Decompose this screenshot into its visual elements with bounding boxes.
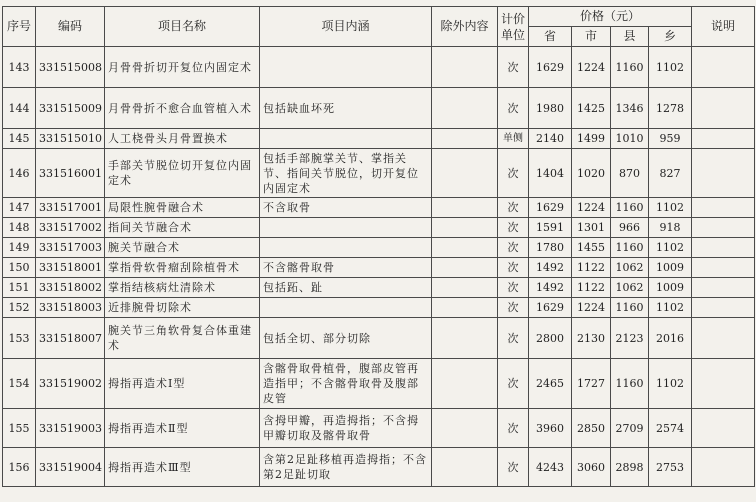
row-price-city: 1224 [572, 47, 611, 88]
row-price-county: 1346 [611, 88, 649, 129]
price-table [2, 6, 755, 487]
row-price-city: 1425 [572, 88, 611, 129]
row-unit: 次 [498, 359, 529, 409]
row-price-province: 2140 [529, 129, 572, 149]
row-seq: 143 [3, 47, 36, 88]
table-row [3, 218, 755, 238]
row-note [692, 198, 755, 218]
table-row [3, 298, 755, 318]
row-price-city: 1224 [572, 198, 611, 218]
row-seq: 147 [3, 198, 36, 218]
row-price-township: 1102 [649, 359, 692, 409]
row-name: 人工桡骨头月骨置换术 [105, 129, 260, 149]
row-price-county: 2709 [611, 409, 649, 448]
row-note [692, 88, 755, 129]
row-price-township: 1102 [649, 298, 692, 318]
row-unit: 次 [498, 409, 529, 448]
row-price-county: 966 [611, 218, 649, 238]
row-name: 拇指再造术Ⅰ型 [105, 359, 260, 409]
row-content: 含第2足趾移植再造拇指；不含第2足趾切取 [260, 448, 432, 487]
header-name: 项目名称 [105, 7, 260, 47]
row-content [260, 218, 432, 238]
row-content: 含拇甲瓣，再造拇指；不含拇甲瓣切取及髂骨取骨 [260, 409, 432, 448]
row-price-province: 3960 [529, 409, 572, 448]
row-exclude [432, 149, 498, 198]
row-exclude [432, 238, 498, 258]
row-content [260, 298, 432, 318]
header-seq: 序号 [3, 7, 36, 47]
row-price-province: 2800 [529, 318, 572, 359]
table-row [3, 258, 755, 278]
table-row [3, 278, 755, 298]
row-price-province: 1980 [529, 88, 572, 129]
row-price-township: 2753 [649, 448, 692, 487]
row-seq: 153 [3, 318, 36, 359]
row-code: 331519002 [36, 359, 105, 409]
table-row [3, 318, 755, 359]
row-content [260, 47, 432, 88]
row-note [692, 409, 755, 448]
header-code: 编码 [36, 7, 105, 47]
row-code: 331518002 [36, 278, 105, 298]
row-seq: 149 [3, 238, 36, 258]
row-seq: 152 [3, 298, 36, 318]
row-exclude [432, 88, 498, 129]
row-price-city: 3060 [572, 448, 611, 487]
row-content: 包括跖、趾 [260, 278, 432, 298]
row-exclude [432, 448, 498, 487]
row-note [692, 238, 755, 258]
row-note [692, 218, 755, 238]
header-county: 县 [611, 27, 649, 47]
row-price-city: 1020 [572, 149, 611, 198]
table-row [3, 129, 755, 149]
row-price-township: 2016 [649, 318, 692, 359]
row-price-city: 1499 [572, 129, 611, 149]
row-unit: 次 [498, 298, 529, 318]
row-exclude [432, 47, 498, 88]
row-name: 拇指再造术Ⅱ型 [105, 409, 260, 448]
row-note [692, 47, 755, 88]
row-seq: 151 [3, 278, 36, 298]
row-note [692, 448, 755, 487]
header-township: 乡 [649, 27, 692, 47]
row-note [692, 359, 755, 409]
header-price: 价格（元） [529, 7, 692, 27]
row-price-township: 2574 [649, 409, 692, 448]
table-row [3, 47, 755, 88]
row-note [692, 129, 755, 149]
row-name: 指间关节融合术 [105, 218, 260, 238]
row-price-township: 1009 [649, 258, 692, 278]
row-unit: 次 [498, 448, 529, 487]
row-code: 331518001 [36, 258, 105, 278]
row-unit: 单侧 [498, 129, 529, 149]
row-note [692, 298, 755, 318]
row-price-province: 1492 [529, 258, 572, 278]
row-price-city: 1224 [572, 298, 611, 318]
row-unit: 次 [498, 198, 529, 218]
row-price-city: 1122 [572, 278, 611, 298]
row-note [692, 149, 755, 198]
row-seq: 148 [3, 218, 36, 238]
table-row [3, 238, 755, 258]
row-price-city: 1301 [572, 218, 611, 238]
row-price-county: 2123 [611, 318, 649, 359]
row-price-county: 870 [611, 149, 649, 198]
row-content: 包括全切、部分切除 [260, 318, 432, 359]
row-exclude [432, 198, 498, 218]
row-code: 331517002 [36, 218, 105, 238]
row-price-province: 1591 [529, 218, 572, 238]
table-row [3, 149, 755, 198]
row-name: 掌指骨软骨瘤刮除植骨术 [105, 258, 260, 278]
row-price-township: 1102 [649, 47, 692, 88]
row-note [692, 318, 755, 359]
row-code: 331519004 [36, 448, 105, 487]
row-exclude [432, 318, 498, 359]
row-code: 331517003 [36, 238, 105, 258]
row-unit: 次 [498, 47, 529, 88]
row-code: 331515010 [36, 129, 105, 149]
row-seq: 150 [3, 258, 36, 278]
row-name: 近排腕骨切除术 [105, 298, 260, 318]
row-note [692, 278, 755, 298]
row-price-county: 2898 [611, 448, 649, 487]
row-name: 拇指再造术Ⅲ型 [105, 448, 260, 487]
row-unit: 次 [498, 318, 529, 359]
row-code: 331518007 [36, 318, 105, 359]
row-price-county: 1160 [611, 47, 649, 88]
row-price-township: 959 [649, 129, 692, 149]
row-code: 331517001 [36, 198, 105, 218]
row-exclude [432, 359, 498, 409]
row-unit: 次 [498, 149, 529, 198]
row-exclude [432, 258, 498, 278]
row-seq: 144 [3, 88, 36, 129]
row-name: 月骨骨折不愈合血管植入术 [105, 88, 260, 129]
row-exclude [432, 298, 498, 318]
row-price-township: 918 [649, 218, 692, 238]
row-price-county: 1160 [611, 298, 649, 318]
row-price-county: 1160 [611, 359, 649, 409]
row-name: 腕关节融合术 [105, 238, 260, 258]
row-name: 局限性腕骨融合术 [105, 198, 260, 218]
row-price-county: 1010 [611, 129, 649, 149]
row-price-province: 1629 [529, 47, 572, 88]
row-content: 含髂骨取骨植骨，腹部皮管再造指甲；不含髂骨取骨及腹部皮管 [260, 359, 432, 409]
row-seq: 156 [3, 448, 36, 487]
row-price-township: 1009 [649, 278, 692, 298]
row-exclude [432, 129, 498, 149]
row-unit: 次 [498, 238, 529, 258]
table-row [3, 198, 755, 218]
row-price-township: 1102 [649, 238, 692, 258]
row-code: 331519003 [36, 409, 105, 448]
header-province: 省 [529, 27, 572, 47]
table-row [3, 409, 755, 448]
row-unit: 次 [498, 218, 529, 238]
row-content [260, 238, 432, 258]
row-price-city: 2130 [572, 318, 611, 359]
row-price-township: 827 [649, 149, 692, 198]
table-row [3, 448, 755, 487]
row-content: 不含取骨 [260, 198, 432, 218]
row-exclude [432, 218, 498, 238]
row-content: 包括手部腕掌关节、掌指关节、指间关节脱位，切开复位内固定术 [260, 149, 432, 198]
header-content: 项目内涵 [260, 7, 432, 47]
row-name: 手部关节脱位切开复位内固定术 [105, 149, 260, 198]
row-price-city: 1122 [572, 258, 611, 278]
header-city: 市 [572, 27, 611, 47]
row-content [260, 129, 432, 149]
row-note [692, 258, 755, 278]
row-price-province: 1404 [529, 149, 572, 198]
row-price-city: 1455 [572, 238, 611, 258]
row-name: 腕关节三角软骨复合体重建术 [105, 318, 260, 359]
row-code: 331516001 [36, 149, 105, 198]
row-code: 331515008 [36, 47, 105, 88]
header-note: 说明 [692, 7, 755, 47]
row-price-province: 1780 [529, 238, 572, 258]
row-unit: 次 [498, 88, 529, 129]
row-name: 掌指结核病灶清除术 [105, 278, 260, 298]
row-code: 331518003 [36, 298, 105, 318]
header-exclude: 除外内容 [432, 7, 498, 47]
row-name: 月骨骨折切开复位内固定术 [105, 47, 260, 88]
row-price-city: 2850 [572, 409, 611, 448]
row-seq: 145 [3, 129, 36, 149]
row-price-province: 1492 [529, 278, 572, 298]
row-price-county: 1160 [611, 198, 649, 218]
row-code: 331515009 [36, 88, 105, 129]
row-exclude [432, 278, 498, 298]
row-price-county: 1160 [611, 238, 649, 258]
row-content: 不含髂骨取骨 [260, 258, 432, 278]
row-unit: 次 [498, 258, 529, 278]
row-price-county: 1062 [611, 258, 649, 278]
row-price-township: 1278 [649, 88, 692, 129]
row-seq: 154 [3, 359, 36, 409]
row-content: 包括缺血坏死 [260, 88, 432, 129]
row-exclude [432, 409, 498, 448]
table-row [3, 88, 755, 129]
row-price-province: 1629 [529, 198, 572, 218]
row-price-township: 1102 [649, 198, 692, 218]
row-price-province: 4243 [529, 448, 572, 487]
row-seq: 155 [3, 409, 36, 448]
header-unit: 计价单位 [498, 7, 529, 47]
row-unit: 次 [498, 278, 529, 298]
row-price-city: 1727 [572, 359, 611, 409]
row-price-province: 2465 [529, 359, 572, 409]
row-seq: 146 [3, 149, 36, 198]
row-price-province: 1629 [529, 298, 572, 318]
row-price-county: 1062 [611, 278, 649, 298]
table-row [3, 359, 755, 409]
